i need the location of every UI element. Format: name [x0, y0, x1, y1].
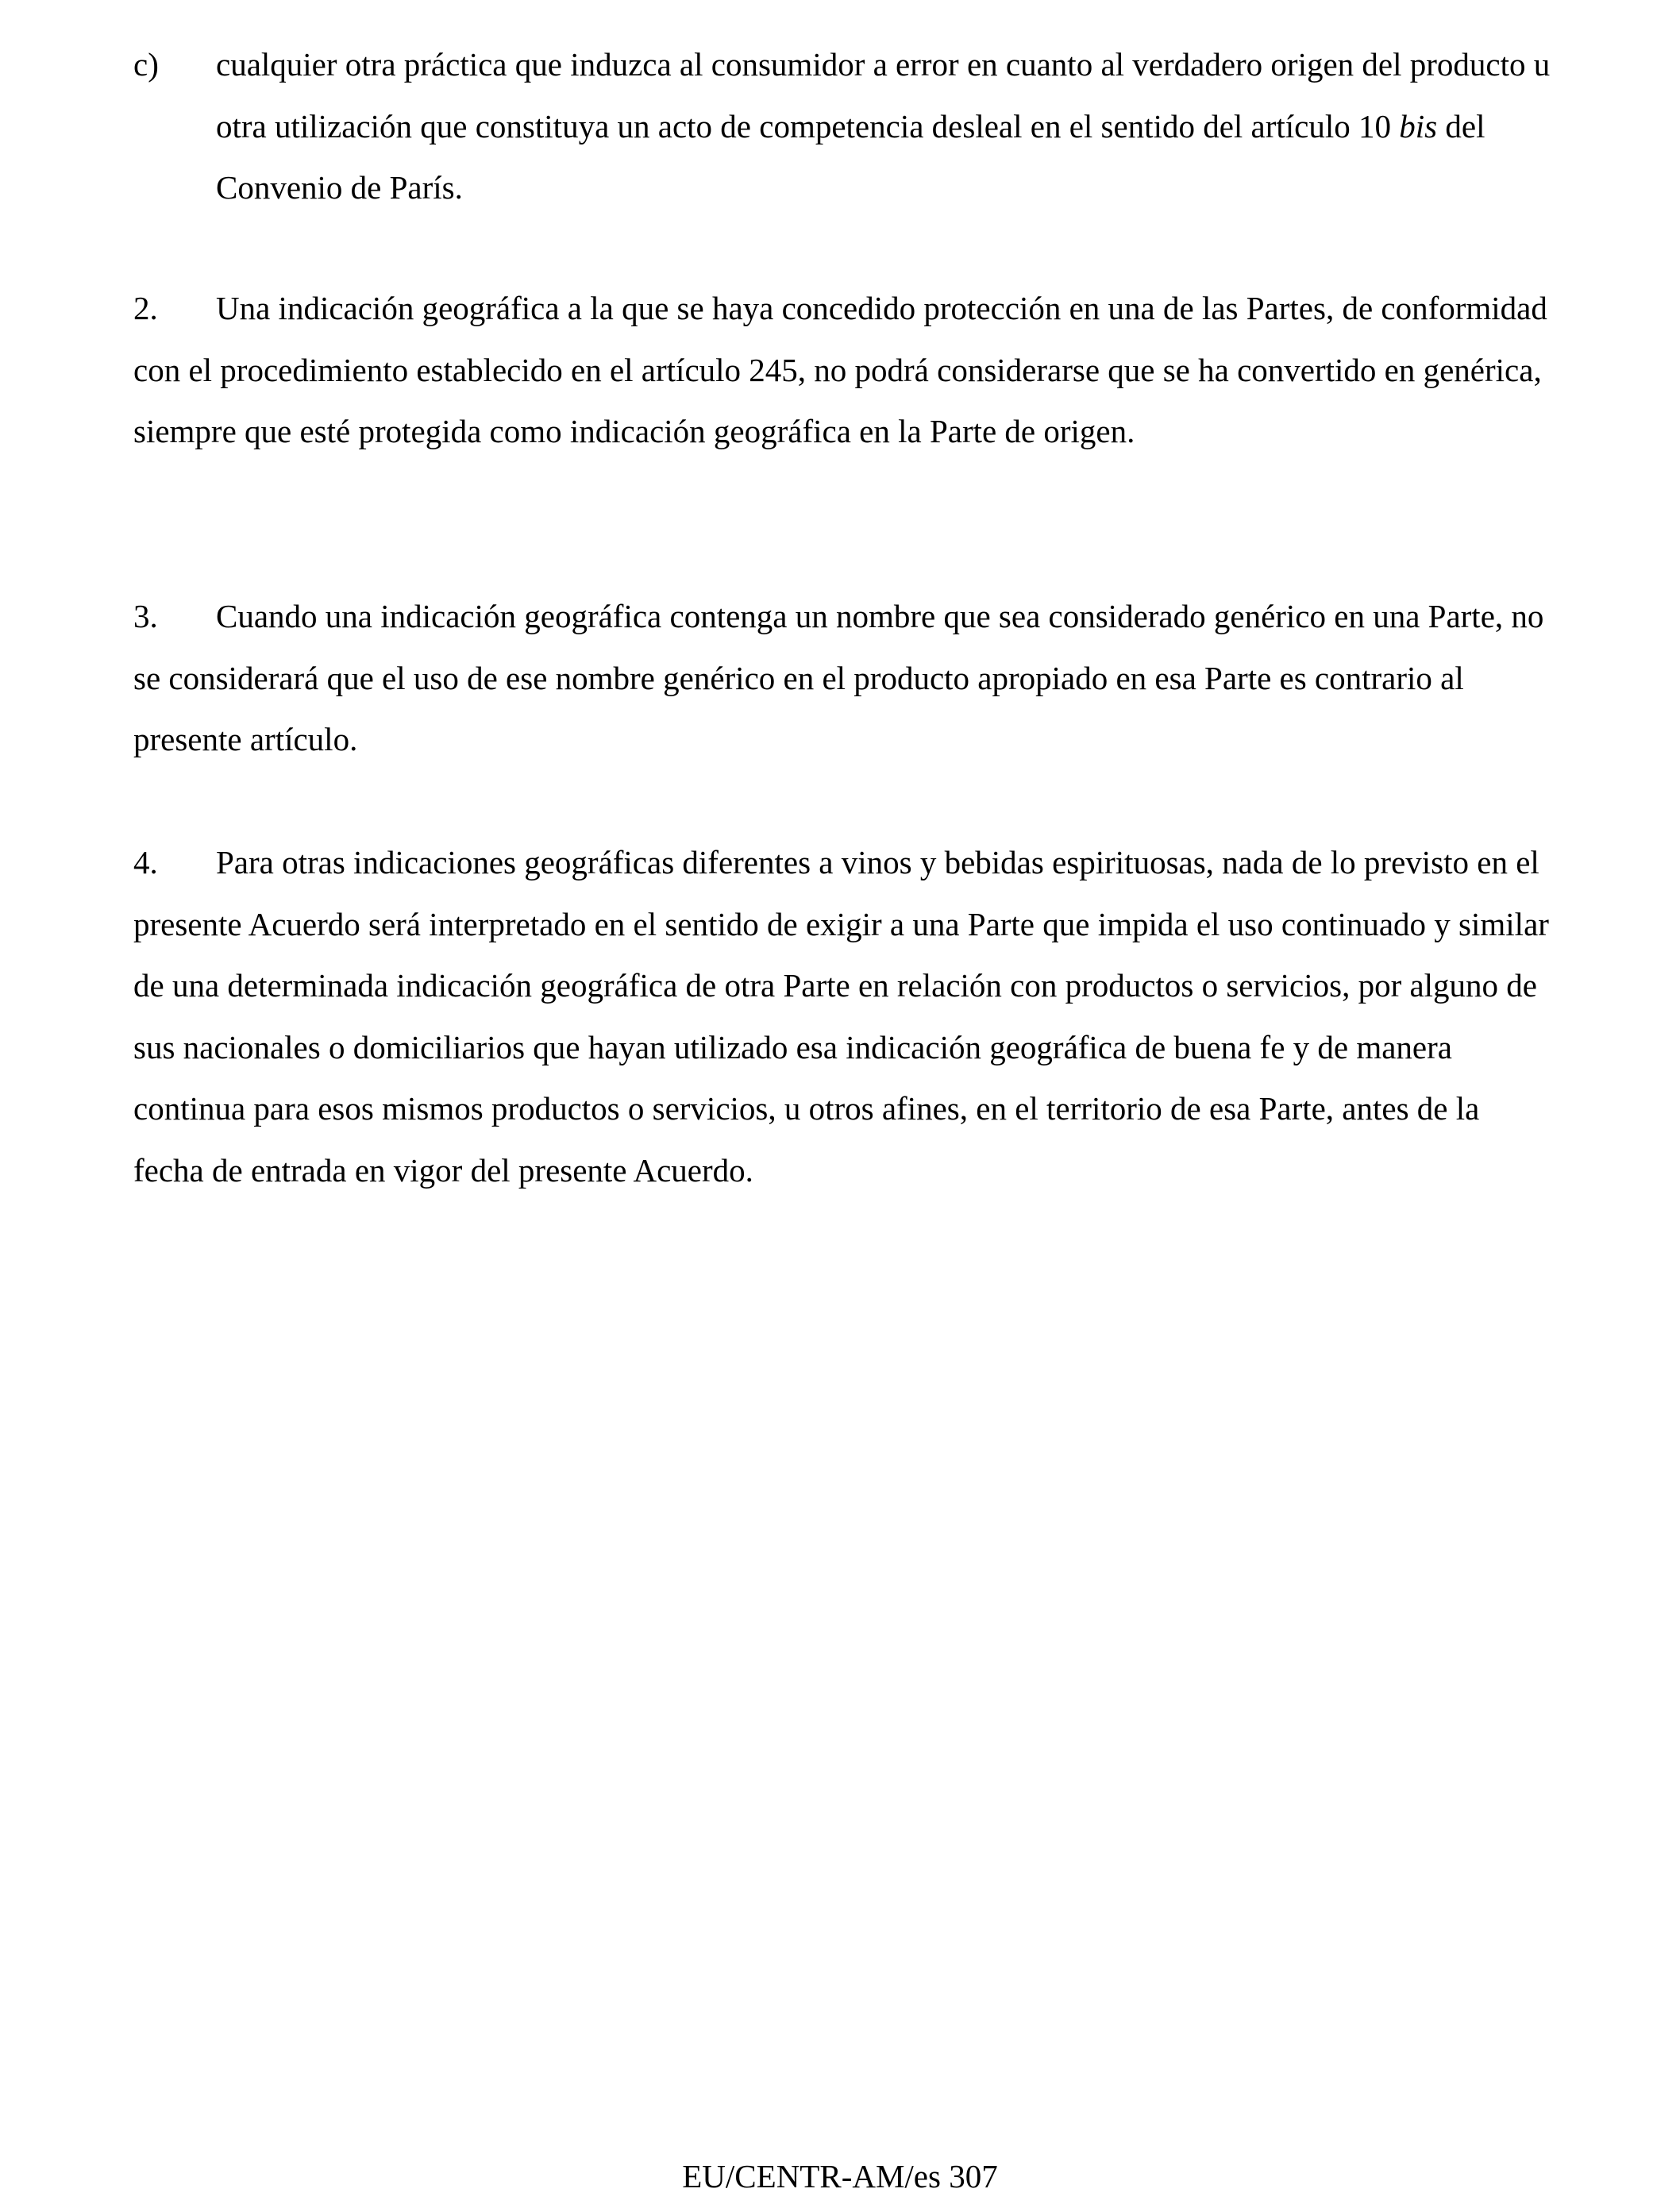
- paragraph-2-text: Una indicación geográfica a la que se haya concedido protección en una de las Partes, de conformidad con el procedimiento establecido en el artículo 245, no podrá considerarse que se ha convertido en genérica, siempre que esté protegida como indicación geográfica en la Parte de origen.: [133, 290, 1547, 449]
- paragraph-2-number: 2.: [133, 290, 158, 326]
- paragraph-4-text: Para otras indicaciones geográficas diferentes a vinos y bebidas espirituosas, nada de lo previsto en el presente Acuerdo será interpretado en el sentido de exigir a una Parte que impida el uso continuado y similar de una determinada indicación geográfica de otra Parte en relación con productos o servicios, por alguno de sus nacionales o domiciliarios que hayan utilizado esa indicación geográfica de buena fe y de manera continua para esos mismos productos o servicios, u otros afines, en el territorio de esa Parte, antes de la fecha de entrada en vigor del presente Acuerdo.: [133, 844, 1549, 1189]
- paragraph-4-number: 4.: [133, 844, 158, 880]
- paragraph-3-number: 3.: [133, 598, 158, 634]
- clause-c-text-part1: cualquier otra práctica que induzca al consumidor a error en cuanto al verdadero origen del producto u otra utilización que constituya un acto de competencia desleal en el sentido del artículo 10: [216, 46, 1551, 144]
- paragraph-2: [133, 278, 1555, 463]
- clause-c-text-part2: del Convenio de París.: [216, 107, 1485, 206]
- paragraph-4: [133, 832, 1555, 1201]
- paragraph-3-text: Cuando una indicación geográfica contenga un nombre que sea considerado genérico en una Parte, no se considerará que el uso de ese nombre genérico en el producto apropiado en esa Parte es contrario al presente artículo.: [133, 598, 1544, 757]
- clause-c-italic-bis: bis: [1399, 107, 1438, 144]
- clause-c-label: c): [133, 46, 159, 83]
- clause-c: [133, 34, 1555, 219]
- paragraph-3: [133, 586, 1555, 771]
- page-footer: EU/CENTR-AM/es 307: [682, 2158, 998, 2194]
- clause-c-text: [216, 34, 1555, 219]
